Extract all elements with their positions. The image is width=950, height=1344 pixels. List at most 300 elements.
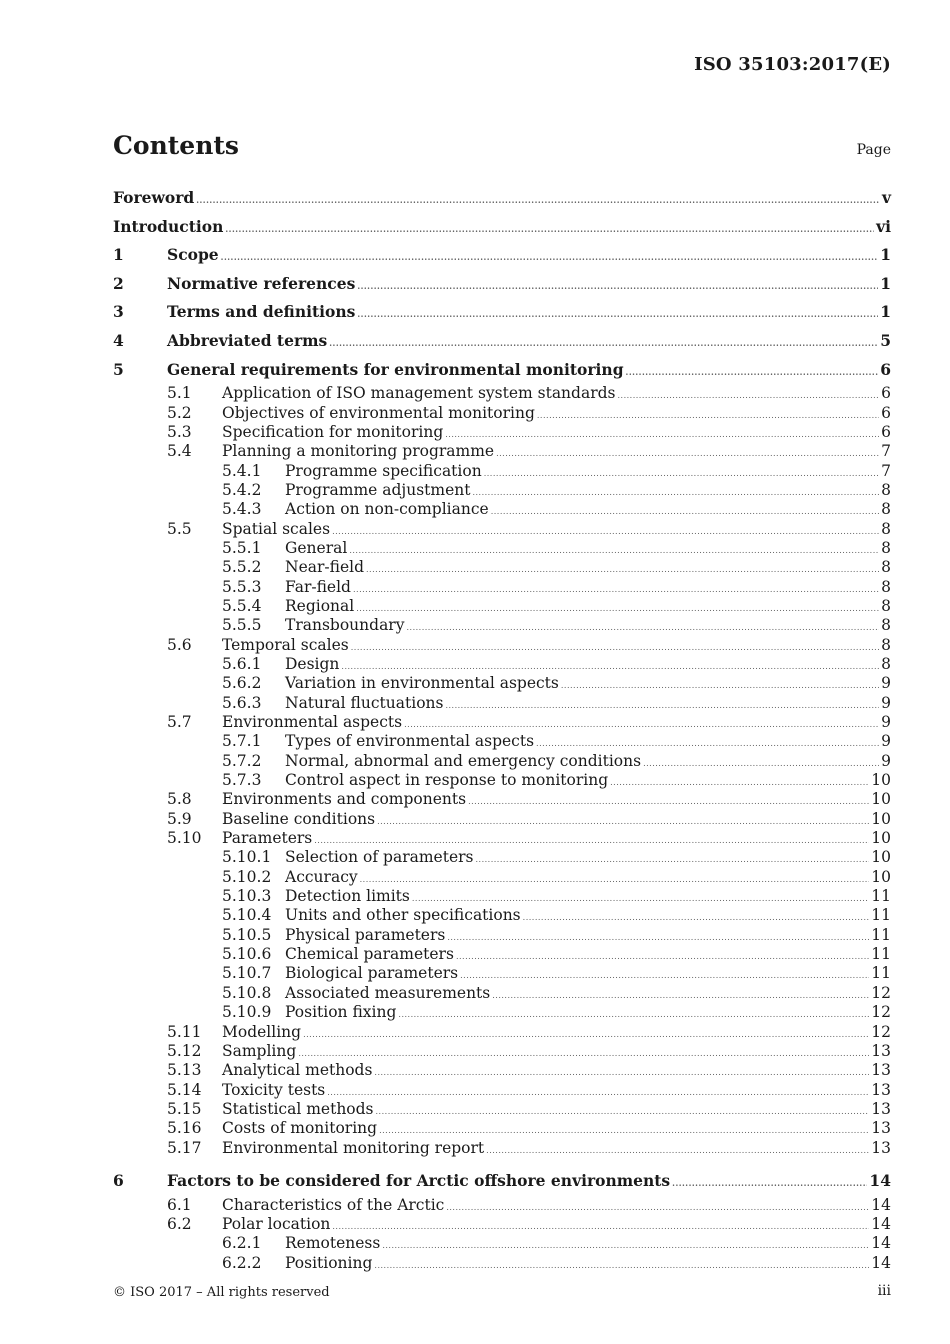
dot-leader bbox=[298, 1050, 869, 1058]
toc-entry-title[interactable]: Costs of monitoring bbox=[222, 1119, 378, 1138]
dot-leader bbox=[468, 798, 869, 806]
dot-leader bbox=[523, 914, 870, 922]
toc-entry[interactable] bbox=[113, 829, 891, 848]
toc-entry-line bbox=[222, 1119, 891, 1138]
toc-entry[interactable] bbox=[113, 462, 891, 481]
dot-leader bbox=[374, 1069, 869, 1077]
toc-entry[interactable] bbox=[113, 213, 891, 242]
toc-entry-line bbox=[285, 926, 891, 945]
toc-entry-title[interactable]: Analytical methods bbox=[222, 1061, 373, 1080]
toc-entry-title[interactable]: Physical parameters bbox=[285, 925, 446, 944]
toc-entry[interactable] bbox=[113, 1100, 891, 1119]
toc-entry-title[interactable]: Positioning bbox=[285, 1253, 373, 1272]
dot-leader bbox=[445, 702, 879, 710]
toc-entry-title[interactable]: Foreword bbox=[113, 188, 195, 207]
toc-entry-number: 5.10.1 bbox=[222, 848, 272, 867]
toc-entry[interactable] bbox=[113, 1254, 891, 1273]
dot-leader bbox=[447, 934, 869, 942]
toc-entry-number: 5.10.4 bbox=[222, 906, 272, 925]
dot-leader bbox=[341, 663, 879, 671]
toc-entry-line bbox=[285, 848, 891, 867]
page-number: iii bbox=[877, 1283, 891, 1299]
toc-entry-page: 14 bbox=[871, 1234, 891, 1253]
toc-entry[interactable] bbox=[113, 1119, 891, 1138]
toc-entry-title[interactable]: Characteristics of the Arctic bbox=[222, 1195, 445, 1214]
dot-leader bbox=[537, 412, 879, 420]
toc-entry[interactable] bbox=[113, 327, 891, 356]
toc-entry-page: 14 bbox=[871, 1253, 891, 1272]
toc-entry-page: 14 bbox=[871, 1214, 891, 1233]
toc-entry-title[interactable]: Regional bbox=[285, 596, 355, 615]
toc-entry-number: 5.6.3 bbox=[222, 693, 262, 712]
toc-entry-line bbox=[222, 1100, 891, 1119]
dot-leader bbox=[360, 876, 870, 884]
toc-entry[interactable] bbox=[113, 404, 891, 423]
dot-leader bbox=[492, 992, 869, 1000]
toc-entry-title[interactable]: Temporal scales bbox=[222, 635, 349, 654]
toc-entry-title[interactable]: Position fixing bbox=[285, 1003, 397, 1022]
toc-entry[interactable] bbox=[113, 984, 891, 1003]
toc-entry[interactable] bbox=[113, 945, 891, 964]
toc-entry-title[interactable]: Introduction bbox=[113, 216, 224, 236]
toc-entry-line bbox=[285, 616, 891, 635]
toc-entry-line bbox=[285, 558, 891, 577]
toc-entry-number: 5.7.2 bbox=[222, 751, 262, 770]
toc-entry[interactable] bbox=[113, 848, 891, 867]
toc-entry-number: 5.10.3 bbox=[222, 887, 272, 906]
table-of-contents bbox=[113, 184, 891, 1273]
dot-leader bbox=[196, 196, 880, 204]
page-title: Contents bbox=[113, 131, 240, 160]
toc-entry[interactable] bbox=[113, 1167, 891, 1196]
toc-entry-title[interactable]: Statistical methods bbox=[222, 1099, 374, 1118]
toc-entry-line bbox=[222, 636, 891, 655]
toc-entry-page: 8 bbox=[881, 616, 891, 635]
toc-entry-line bbox=[113, 213, 891, 242]
dot-leader bbox=[332, 528, 879, 536]
toc-entry[interactable] bbox=[113, 752, 891, 771]
dot-leader bbox=[377, 818, 869, 826]
toc-entry-line bbox=[285, 906, 891, 925]
toc-entry-number: 6.2.1 bbox=[222, 1234, 262, 1253]
toc-entry-page: 9 bbox=[881, 713, 891, 731]
toc-entry-title[interactable]: Objectives of environmental monitoring bbox=[222, 403, 535, 422]
toc-entry[interactable] bbox=[113, 868, 891, 887]
toc-entry-title[interactable]: Sampling bbox=[222, 1041, 297, 1060]
toc-entry[interactable] bbox=[113, 810, 891, 829]
toc-entry-page: 13 bbox=[871, 1119, 891, 1138]
toc-entry-number: 5.6.2 bbox=[222, 674, 262, 693]
toc-entry[interactable] bbox=[113, 674, 891, 693]
toc-entry-line bbox=[285, 1234, 891, 1253]
dot-leader bbox=[351, 644, 879, 652]
dot-leader bbox=[353, 586, 879, 594]
dot-leader bbox=[329, 339, 878, 347]
toc-entry-line bbox=[285, 1003, 891, 1022]
toc-entry-line bbox=[285, 732, 891, 751]
toc-entry-page: 9 bbox=[881, 732, 891, 751]
dot-leader bbox=[618, 392, 880, 400]
toc-entry-title[interactable]: Scope bbox=[167, 245, 219, 265]
toc-entry-title[interactable]: Normal, abnormal and emergency conditions bbox=[285, 751, 642, 770]
toc-entry-page: 12 bbox=[871, 1022, 891, 1041]
dot-leader bbox=[349, 547, 879, 555]
toc-entry[interactable] bbox=[113, 597, 891, 616]
dot-leader bbox=[379, 1127, 869, 1135]
toc-entry-line bbox=[222, 829, 891, 848]
toc-entry-line bbox=[285, 752, 891, 771]
toc-entry[interactable] bbox=[113, 500, 891, 519]
dot-leader bbox=[446, 1204, 869, 1212]
toc-entry-title[interactable]: Units and other specifications bbox=[285, 906, 521, 925]
toc-entry-line bbox=[285, 964, 891, 983]
toc-entry[interactable] bbox=[113, 1234, 891, 1253]
toc-entry-number: 5.6.1 bbox=[222, 654, 262, 673]
toc-entry-title[interactable]: Spatial scales bbox=[222, 519, 331, 538]
dot-leader bbox=[356, 605, 879, 613]
toc-entry-line bbox=[285, 1254, 891, 1273]
dot-leader bbox=[332, 1223, 869, 1231]
toc-entry-number: 5.11 bbox=[167, 1022, 202, 1041]
toc-entry-page: 9 bbox=[881, 693, 891, 712]
toc-entry-page: 6 bbox=[881, 403, 891, 422]
toc-entry-number: 5.12 bbox=[167, 1041, 202, 1060]
toc-entry[interactable] bbox=[113, 520, 891, 539]
toc-entry-number: 5.9 bbox=[167, 809, 192, 828]
toc-entry-number: 5.4.1 bbox=[222, 461, 262, 480]
toc-entry-title[interactable]: Polar location bbox=[222, 1214, 331, 1233]
toc-entry[interactable] bbox=[113, 539, 891, 558]
dot-leader bbox=[314, 837, 869, 845]
toc-entry-page: 7 bbox=[881, 461, 891, 480]
toc-entry-page: 10 bbox=[871, 809, 891, 828]
toc-entry-title[interactable]: Normative references bbox=[167, 273, 356, 293]
toc-entry-line bbox=[222, 810, 891, 829]
toc-entry-line bbox=[113, 184, 891, 213]
dot-leader bbox=[496, 450, 879, 458]
toc-entry-line bbox=[222, 1215, 891, 1234]
toc-entry-title[interactable]: Variation in environmental aspects bbox=[285, 674, 559, 693]
toc-entry-line bbox=[167, 298, 891, 327]
toc-entry-number: 5.13 bbox=[167, 1061, 202, 1080]
toc-entry-page: 10 bbox=[871, 848, 891, 867]
toc-entry-page: 8 bbox=[881, 635, 891, 654]
toc-entry[interactable] bbox=[113, 732, 891, 751]
toc-entry[interactable] bbox=[113, 655, 891, 674]
toc-entry[interactable] bbox=[113, 1139, 891, 1158]
toc-entry-page: 7 bbox=[881, 442, 891, 461]
toc-entry-title[interactable]: Remoteness bbox=[285, 1234, 381, 1253]
toc-entry-title[interactable]: Chemical parameters bbox=[285, 945, 454, 964]
toc-entry-line bbox=[167, 1167, 891, 1196]
toc-entry-title[interactable]: General bbox=[285, 538, 348, 557]
toc-entry-title[interactable]: Modelling bbox=[222, 1022, 302, 1041]
toc-entry[interactable] bbox=[113, 964, 891, 983]
dot-leader bbox=[484, 470, 879, 478]
toc-entry-page: 12 bbox=[871, 983, 891, 1002]
toc-entry-line bbox=[285, 771, 891, 790]
toc-entry-title[interactable]: Specification for monitoring bbox=[222, 422, 444, 441]
document-identifier: ISO 35103:2017(E) bbox=[694, 54, 891, 75]
toc-entry[interactable] bbox=[113, 1003, 891, 1022]
toc-entry[interactable] bbox=[113, 578, 891, 597]
toc-entry-line bbox=[285, 868, 891, 887]
toc-entry-title[interactable]: Programme specification bbox=[285, 461, 482, 480]
toc-entry-number: 5.10.8 bbox=[222, 983, 272, 1002]
dot-leader bbox=[445, 431, 879, 439]
dot-leader bbox=[412, 895, 869, 903]
toc-entry-page: 8 bbox=[881, 538, 891, 557]
toc-entry-title[interactable]: Abbreviated terms bbox=[167, 330, 328, 350]
dot-leader bbox=[672, 1179, 867, 1187]
dot-leader bbox=[303, 1031, 869, 1039]
toc-entry-number: 5.8 bbox=[167, 790, 192, 809]
toc-entry-title[interactable]: Near-field bbox=[285, 558, 365, 577]
toc-entry-line bbox=[222, 1139, 891, 1158]
dot-leader bbox=[460, 972, 869, 980]
toc-entry-line bbox=[222, 404, 891, 423]
toc-entry-title[interactable]: Associated measurements bbox=[285, 983, 491, 1002]
dot-leader bbox=[327, 1089, 869, 1097]
toc-entry-line bbox=[222, 1023, 891, 1042]
toc-entry-title[interactable]: Action on non-compliance bbox=[285, 500, 489, 519]
toc-entry-line bbox=[222, 1081, 891, 1100]
toc-entry-line bbox=[285, 655, 891, 674]
toc-entry-title[interactable]: Baseline conditions bbox=[222, 809, 376, 828]
toc-entry-title[interactable]: Design bbox=[285, 654, 340, 673]
toc-entry-line bbox=[285, 578, 891, 597]
toc-entry-page: 8 bbox=[881, 480, 891, 499]
toc-entry-title[interactable]: Accuracy bbox=[285, 867, 358, 886]
toc-entry-title[interactable]: Transboundary bbox=[285, 616, 405, 635]
toc-entry[interactable] bbox=[113, 184, 891, 213]
toc-entry-title[interactable]: Detection limits bbox=[285, 887, 410, 906]
toc-entry-line bbox=[222, 442, 891, 461]
toc-entry-line bbox=[285, 539, 891, 558]
toc-entry-number: 5.10.6 bbox=[222, 945, 272, 964]
dot-leader bbox=[225, 225, 874, 233]
toc-entry-page: 14 bbox=[869, 1170, 891, 1190]
toc-entry-line bbox=[222, 1196, 891, 1215]
toc-entry[interactable] bbox=[113, 384, 891, 403]
toc-entry-line bbox=[222, 520, 891, 539]
toc-entry-number: 5.6 bbox=[167, 635, 192, 654]
toc-entry-title[interactable]: Types of environmental aspects bbox=[285, 732, 535, 751]
toc-entry-page: 11 bbox=[871, 964, 891, 983]
toc-entry-page: 9 bbox=[881, 674, 891, 693]
toc-entry[interactable] bbox=[113, 1023, 891, 1042]
toc-entry-number: 5.7.3 bbox=[222, 771, 262, 790]
toc-entry-number: 5.2 bbox=[167, 403, 192, 422]
toc-entry-line bbox=[222, 713, 891, 732]
toc-entry-page: 1 bbox=[880, 273, 891, 293]
toc-entry-title[interactable]: Environmental monitoring report bbox=[222, 1138, 485, 1157]
toc-entry-title[interactable]: Planning a monitoring programme bbox=[222, 442, 495, 461]
toc-entry-page: 8 bbox=[881, 596, 891, 615]
toc-entry[interactable] bbox=[113, 356, 891, 385]
dot-leader bbox=[643, 760, 879, 768]
toc-entry-line bbox=[285, 481, 891, 500]
toc-entry-number: 5.10.2 bbox=[222, 867, 272, 886]
toc-entry-title[interactable]: Environmental aspects bbox=[222, 713, 403, 731]
toc-entry-number: 5.7.1 bbox=[222, 732, 262, 751]
copyright-notice: © ISO 2017 – All rights reserved bbox=[113, 1285, 330, 1300]
toc-entry-number: 5.4.3 bbox=[222, 500, 262, 519]
toc-entry[interactable] bbox=[113, 906, 891, 925]
dot-leader bbox=[475, 856, 869, 864]
toc-entry-page: 1 bbox=[880, 302, 891, 322]
toc-entry-page: vi bbox=[876, 216, 891, 236]
toc-entry[interactable] bbox=[113, 241, 891, 270]
toc-entry-number: 5.1 bbox=[167, 384, 192, 403]
toc-entry[interactable] bbox=[113, 1081, 891, 1100]
toc-entry-page: 11 bbox=[871, 945, 891, 964]
toc-entry-line bbox=[167, 241, 891, 270]
toc-entry-page: 8 bbox=[881, 558, 891, 577]
toc-entry-page: 12 bbox=[871, 1003, 891, 1022]
toc-entry[interactable] bbox=[113, 887, 891, 906]
toc-entry[interactable] bbox=[113, 423, 891, 442]
toc-entry[interactable] bbox=[113, 481, 891, 500]
toc-entry-page: 10 bbox=[871, 867, 891, 886]
toc-entry[interactable] bbox=[113, 616, 891, 635]
toc-entry-page: 13 bbox=[871, 1099, 891, 1118]
dot-leader bbox=[561, 682, 879, 690]
dot-leader bbox=[406, 624, 879, 632]
dot-leader bbox=[398, 1011, 869, 1019]
toc-entry-number: 5.10 bbox=[167, 829, 202, 848]
toc-entry[interactable] bbox=[113, 713, 891, 732]
toc-entry-page: 11 bbox=[871, 887, 891, 906]
toc-entry-page: v bbox=[881, 188, 891, 207]
toc-entry-line bbox=[285, 597, 891, 616]
toc-entry[interactable] bbox=[113, 298, 891, 327]
toc-entry-number: 5.3 bbox=[167, 422, 192, 441]
toc-entry-line bbox=[285, 462, 891, 481]
toc-entry-number: 5.5.3 bbox=[222, 577, 262, 596]
toc-entry-line bbox=[222, 790, 891, 809]
toc-entry-page: 10 bbox=[871, 771, 891, 790]
dot-leader bbox=[626, 368, 879, 376]
toc-entry-page: 5 bbox=[880, 330, 891, 350]
toc-entry-page: 10 bbox=[871, 829, 891, 848]
dot-leader bbox=[456, 953, 869, 961]
toc-entry-page: 8 bbox=[881, 654, 891, 673]
toc-entry-page: 10 bbox=[871, 790, 891, 809]
toc-entry-line bbox=[285, 674, 891, 693]
dot-leader bbox=[610, 779, 869, 787]
toc-entry-title[interactable]: Far-field bbox=[285, 577, 351, 596]
toc-entry-line bbox=[285, 887, 891, 906]
toc-entry-page: 14 bbox=[871, 1195, 891, 1214]
toc-entry[interactable] bbox=[113, 1061, 891, 1080]
toc-entry-page: 13 bbox=[871, 1041, 891, 1060]
dot-leader bbox=[486, 1147, 869, 1155]
toc-entry[interactable] bbox=[113, 442, 891, 461]
toc-entry[interactable] bbox=[113, 270, 891, 299]
toc-entry-title[interactable]: Toxicity tests bbox=[222, 1080, 326, 1099]
dot-leader bbox=[491, 508, 879, 516]
toc-entry-number: 5.10.9 bbox=[222, 1003, 272, 1022]
toc-entry-number: 5.5.4 bbox=[222, 596, 262, 615]
dot-leader bbox=[357, 282, 878, 290]
dot-leader bbox=[374, 1262, 869, 1270]
dot-leader bbox=[536, 740, 879, 748]
dot-leader bbox=[357, 310, 878, 318]
toc-entry-number: 5.15 bbox=[167, 1099, 202, 1118]
page-column-label: Page bbox=[856, 142, 891, 158]
toc-entry-number: 5.5 bbox=[167, 519, 192, 538]
dot-leader bbox=[221, 253, 879, 261]
toc-entry-title[interactable]: Factors to be considered for Arctic offshore environments bbox=[167, 1170, 671, 1190]
toc-entry-title[interactable]: Parameters bbox=[222, 829, 313, 848]
toc-entry[interactable] bbox=[113, 1042, 891, 1061]
toc-entry-number: 5.5.1 bbox=[222, 538, 262, 557]
toc-entry[interactable] bbox=[113, 636, 891, 655]
toc-entry-line bbox=[167, 270, 891, 299]
toc-entry[interactable] bbox=[113, 558, 891, 577]
toc-entry-page: 1 bbox=[880, 245, 891, 265]
toc-entry-title[interactable]: Selection of parameters bbox=[285, 848, 474, 867]
toc-entry-title[interactable]: Terms and definitions bbox=[167, 302, 356, 322]
toc-entry-title[interactable]: Control aspect in response to monitoring bbox=[285, 771, 609, 790]
toc-entry-page: 13 bbox=[871, 1080, 891, 1099]
toc-entry[interactable] bbox=[113, 1215, 891, 1234]
toc-entry-number: 5.14 bbox=[167, 1080, 202, 1099]
toc-entry-title[interactable]: Biological parameters bbox=[285, 964, 459, 983]
toc-entry-line bbox=[285, 694, 891, 713]
dot-leader bbox=[472, 489, 879, 497]
toc-entry-number: 5 bbox=[113, 359, 124, 379]
toc-entry-number: 6.1 bbox=[167, 1195, 192, 1214]
toc-entry[interactable] bbox=[113, 926, 891, 945]
toc-entry-number: 5.10.7 bbox=[222, 964, 272, 983]
toc-entry[interactable] bbox=[113, 771, 891, 790]
toc-entry-number: 3 bbox=[113, 302, 124, 322]
toc-entry-line bbox=[222, 1061, 891, 1080]
toc-entry-line bbox=[285, 500, 891, 519]
toc-entry-line bbox=[167, 327, 891, 356]
toc-entry-line bbox=[285, 984, 891, 1003]
toc-entry-number: 5.16 bbox=[167, 1119, 202, 1138]
toc-entry-title[interactable]: Programme adjustment bbox=[285, 480, 471, 499]
toc-entry[interactable] bbox=[113, 1196, 891, 1215]
toc-entry-page: 13 bbox=[871, 1138, 891, 1157]
toc-entry-line bbox=[222, 1042, 891, 1061]
toc-entry-line bbox=[222, 423, 891, 442]
toc-entry-number: 5.5.2 bbox=[222, 558, 262, 577]
toc-entry-number: 5.17 bbox=[167, 1138, 202, 1157]
toc-entry-number: 6 bbox=[113, 1170, 124, 1190]
toc-entry[interactable] bbox=[113, 694, 891, 713]
toc-entry-number: 5.7 bbox=[167, 713, 192, 731]
toc-entry-number: 5.4.2 bbox=[222, 480, 262, 499]
dot-leader bbox=[404, 721, 879, 729]
toc-entry-page: 8 bbox=[881, 500, 891, 519]
toc-entry-line bbox=[222, 384, 891, 403]
toc-entry-page: 6 bbox=[881, 384, 891, 403]
toc-entry-page: 13 bbox=[871, 1061, 891, 1080]
toc-entry-number: 5.5.5 bbox=[222, 616, 262, 635]
toc-entry[interactable] bbox=[113, 790, 891, 809]
toc-entry-title[interactable]: Environments and components bbox=[222, 790, 467, 809]
toc-entry-title[interactable]: Natural fluctuations bbox=[285, 693, 444, 712]
toc-entry-line bbox=[167, 356, 891, 385]
toc-entry-title[interactable]: General requirements for environmental monitoring bbox=[167, 359, 624, 379]
toc-entry-number: 5.4 bbox=[167, 442, 192, 461]
toc-entry-title[interactable]: Application of ISO management system standards bbox=[222, 384, 616, 403]
toc-entry-page: 8 bbox=[881, 577, 891, 596]
